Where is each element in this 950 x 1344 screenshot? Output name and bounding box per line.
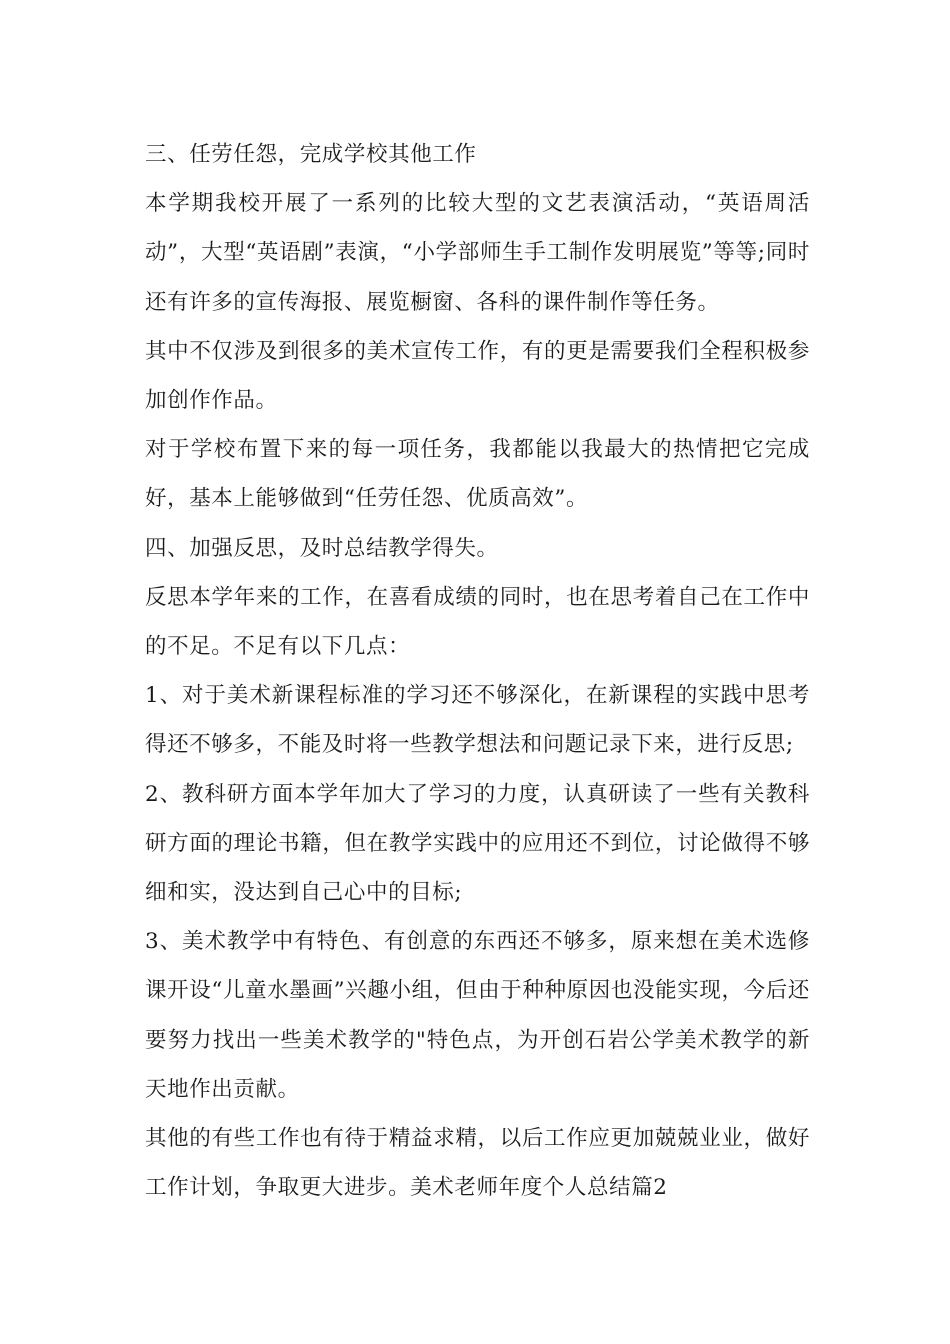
- closing-paragraph: 其他的有些工作也有待于精益求精，以后工作应更加兢兢业业，做好工作计划，争取更大进步。美术老师年度个人总结篇2: [145, 1126, 810, 1201]
- body-paragraph: 对于学校布置下来的每一项任务，我都能以我最大的热情把它完成好，基本上能够做到“任劳任怨、优质高效”。: [145, 437, 810, 512]
- section-heading-4: 四、加强反思，及时总结教学得失。: [145, 535, 499, 561]
- body-paragraph: 其中不仅涉及到很多的美术宣传工作，有的更是需要我们全程积极参加创作作品。: [145, 338, 810, 414]
- list-item-2: 2、教科研方面本学年加大了学习的力度，认真研读了一些有关教科研方面的理论书籍，但在教学实践中的应用还不到位，讨论做得不够细和实，没达到自己心中的目标;: [145, 781, 810, 906]
- section-heading-3: 三、任劳任怨，完成学校其他工作: [145, 142, 477, 167]
- list-item-3: 3、美术教学中有特色、有创意的东西还不够多，原来想在美术选修课开设“儿童水墨画”兴趣小组，但由于种种原因也没能实现，今后还要努力找出一些美术教学的"特色点，为开创石岩公学美术教学的新天地作出贡献。: [145, 929, 810, 1102]
- body-paragraph: 本学期我校开展了一系列的比较大型的文艺表演活动，“英语周活动”，大型“英语剧”表演，“小学部师生手工制作发明展览”等等;同时还有许多的宣传海报、展览橱窗、各科的课件制作等任务。: [145, 191, 810, 315]
- body-paragraph: 反思本学年来的工作，在喜看成绩的同时，也在思考着自己在工作中的不足。不足有以下几点：: [145, 584, 810, 660]
- list-item-1: 1、对于美术新课程标准的学习还不够深化，在新课程的实践中思考得还不够多，不能及时将一些教学想法和问题记录下来，进行反思;: [145, 683, 810, 758]
- document-body: [145, 130, 810, 1212]
